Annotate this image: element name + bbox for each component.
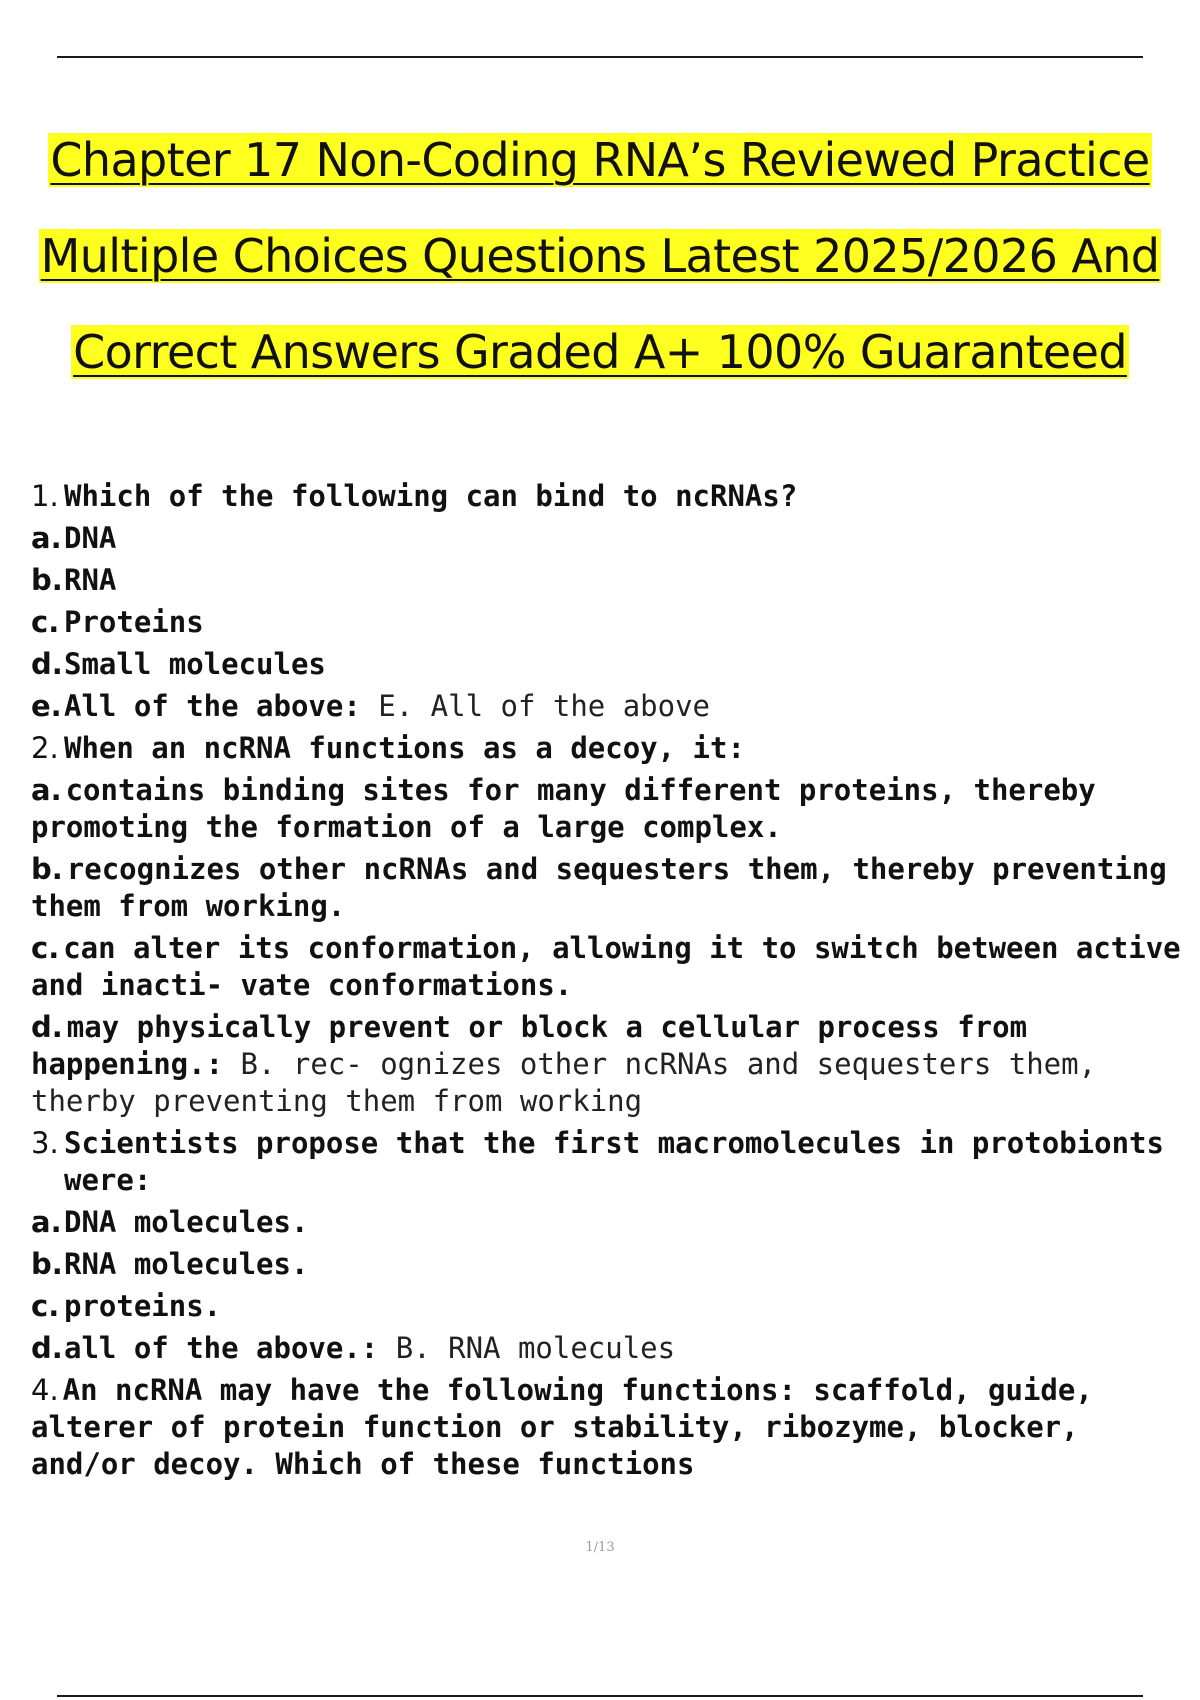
option-text: Proteins <box>64 605 204 639</box>
option-3b <box>31 1246 1181 1283</box>
title-line-3: Correct Answers Graded A+ 100% Guaranteed <box>73 325 1127 379</box>
option-1e <box>31 688 1181 725</box>
question-stem: Scientists propose that the first macromolecules in protobionts were: <box>64 1126 1164 1197</box>
question-1 <box>31 478 1181 515</box>
option-2b <box>31 851 1181 925</box>
answer-text: B. rec- ognizes other ncRNAs and sequesters them, therby preventing them from working <box>31 1047 1097 1118</box>
option-text: can alter its conformation, allowing it to switch between active and inacti- vate conformations. <box>31 931 1181 1002</box>
question-number: 2. <box>31 731 59 765</box>
page-number: 1/13 <box>585 1540 615 1555</box>
option-label: b. <box>31 1247 63 1281</box>
option-text: may physically prevent or block a cellular process from happening.: <box>31 1010 1028 1081</box>
option-label: a. <box>31 1205 62 1239</box>
bottom-rule <box>57 1695 1143 1697</box>
option-label: d. <box>31 647 63 681</box>
question-list <box>31 478 1181 1488</box>
option-2a <box>31 772 1181 846</box>
question-number: 4. <box>31 1373 59 1407</box>
option-text: proteins. <box>64 1289 222 1323</box>
option-label: b. <box>31 563 63 597</box>
question-4 <box>31 1372 1181 1483</box>
option-text: DNA <box>64 521 117 555</box>
option-3d <box>31 1330 1181 1367</box>
option-label: c. <box>31 605 60 639</box>
option-label: d. <box>31 1331 63 1365</box>
question-stem: Which of the following can bind to ncRNAs? <box>64 479 798 513</box>
option-label: b. <box>31 852 63 886</box>
option-label: d. <box>31 1010 63 1044</box>
option-text: All of the above: <box>64 689 361 723</box>
document-title <box>0 112 1200 400</box>
option-2c <box>31 930 1181 1004</box>
title-line-2: Multiple Choices Questions Latest 2025/2026 And <box>40 229 1160 283</box>
option-label: c. <box>31 1289 60 1323</box>
question-stem: An ncRNA may have the following functions: scaffold, guide, alterer of protein function or stability, ribozyme, blocker, and/or decoy. Which of these functions <box>31 1373 1093 1481</box>
option-text: contains binding sites for many different proteins, thereby promoting the formation of a large complex. <box>31 773 1096 844</box>
title-line-1: Chapter 17 Non-Coding RNA’s Reviewed Practice <box>50 133 1150 187</box>
option-3c <box>31 1288 1181 1325</box>
option-text: Small molecules <box>64 647 326 681</box>
answer-text: E. All of the above <box>360 689 711 723</box>
option-text: RNA molecules. <box>64 1247 309 1281</box>
answer-text: B. RNA molecules <box>378 1331 676 1365</box>
option-label: c. <box>31 931 60 965</box>
option-label: a. <box>31 773 62 807</box>
question-stem: When an ncRNA functions as a decoy, it: <box>64 731 745 765</box>
option-text: recognizes other ncRNAs and sequesters them, thereby preventing them from working. <box>31 852 1167 923</box>
option-text: DNA molecules. <box>64 1205 309 1239</box>
top-rule <box>57 56 1143 58</box>
question-number: 3. <box>31 1126 59 1160</box>
option-text: RNA <box>64 563 117 597</box>
option-1a <box>31 520 1181 557</box>
option-label: a. <box>31 521 62 555</box>
question-3 <box>31 1125 1181 1199</box>
option-text: all of the above.: <box>64 1331 379 1365</box>
option-3a <box>31 1204 1181 1241</box>
option-1b <box>31 562 1181 599</box>
question-number: 1. <box>31 479 59 513</box>
option-1c <box>31 604 1181 641</box>
option-1d <box>31 646 1181 683</box>
option-label: e. <box>31 689 62 723</box>
question-2 <box>31 730 1181 767</box>
option-2d <box>31 1009 1181 1120</box>
